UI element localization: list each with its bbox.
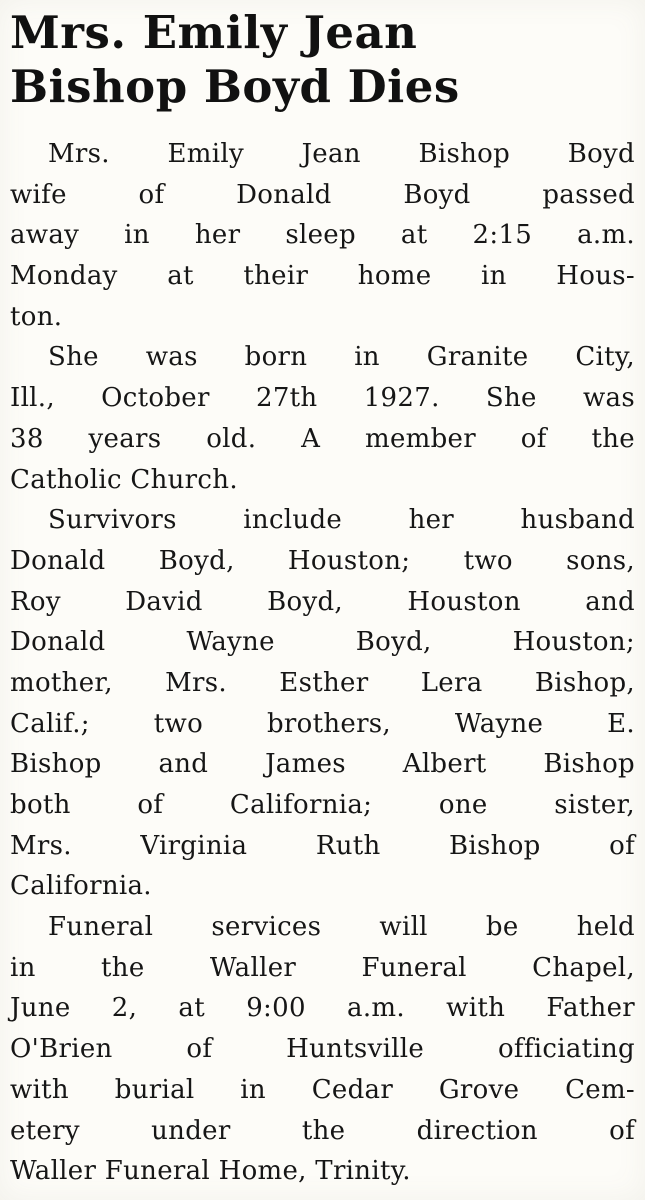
paragraph-birth	[10, 337, 635, 500]
text-line: June 2, at 9:00 a.m. with Father	[10, 993, 635, 1024]
headline-line: Mrs. Emily Jean	[10, 6, 418, 59]
text-line: Mrs. Emily Jean Bishop Boyd	[48, 139, 635, 169]
obituary-headline	[10, 6, 635, 114]
paragraph-death-notice	[10, 134, 635, 337]
text-line: ton.	[10, 301, 63, 332]
text-line: Survivors include her husband	[48, 505, 635, 536]
text-line: Donald Boyd, Houston; two sons,	[10, 545, 635, 576]
text-line: Calif.; two brothers, Wayne E.	[10, 708, 635, 739]
text-line: She was born in Granite City,	[48, 342, 635, 373]
text-line: away in her sleep at 2:15 a.m.	[10, 220, 635, 251]
text-line: 38 years old. A member of the	[10, 423, 635, 454]
text-line: Monday at their home in Hous-	[10, 261, 635, 292]
paragraph-survivors	[10, 500, 635, 907]
text-line: Bishop and James Albert Bishop	[10, 749, 635, 780]
text-line: Roy David Boyd, Houston and	[10, 586, 635, 617]
text-line: mother, Mrs. Esther Lera Bishop,	[10, 667, 635, 698]
text-line: wife of Donald Boyd passed	[10, 179, 635, 210]
text-line: Waller Funeral Home, Trinity.	[10, 1156, 411, 1187]
text-line: in the Waller Funeral Chapel,	[10, 952, 635, 983]
text-line: etery under the direction of	[10, 1115, 635, 1146]
text-line: Ill., October 27th 1927. She was	[10, 383, 635, 414]
headline-line: Bishop Boyd Dies	[10, 60, 460, 113]
text-line: with burial in Cedar Grove Cem-	[10, 1074, 635, 1105]
text-line: California.	[10, 871, 152, 902]
text-line: Catholic Church.	[10, 464, 238, 495]
text-line: Donald Wayne Boyd, Houston;	[10, 627, 635, 658]
text-line: Funeral services will be held	[48, 912, 635, 943]
text-line: both of California; one sister,	[10, 790, 635, 820]
obituary-body	[10, 134, 635, 1192]
text-line: Mrs. Virginia Ruth Bishop of	[10, 830, 635, 861]
text-line: O'Brien of Huntsville officiating	[10, 1034, 635, 1065]
paragraph-funeral-services	[10, 907, 635, 1192]
